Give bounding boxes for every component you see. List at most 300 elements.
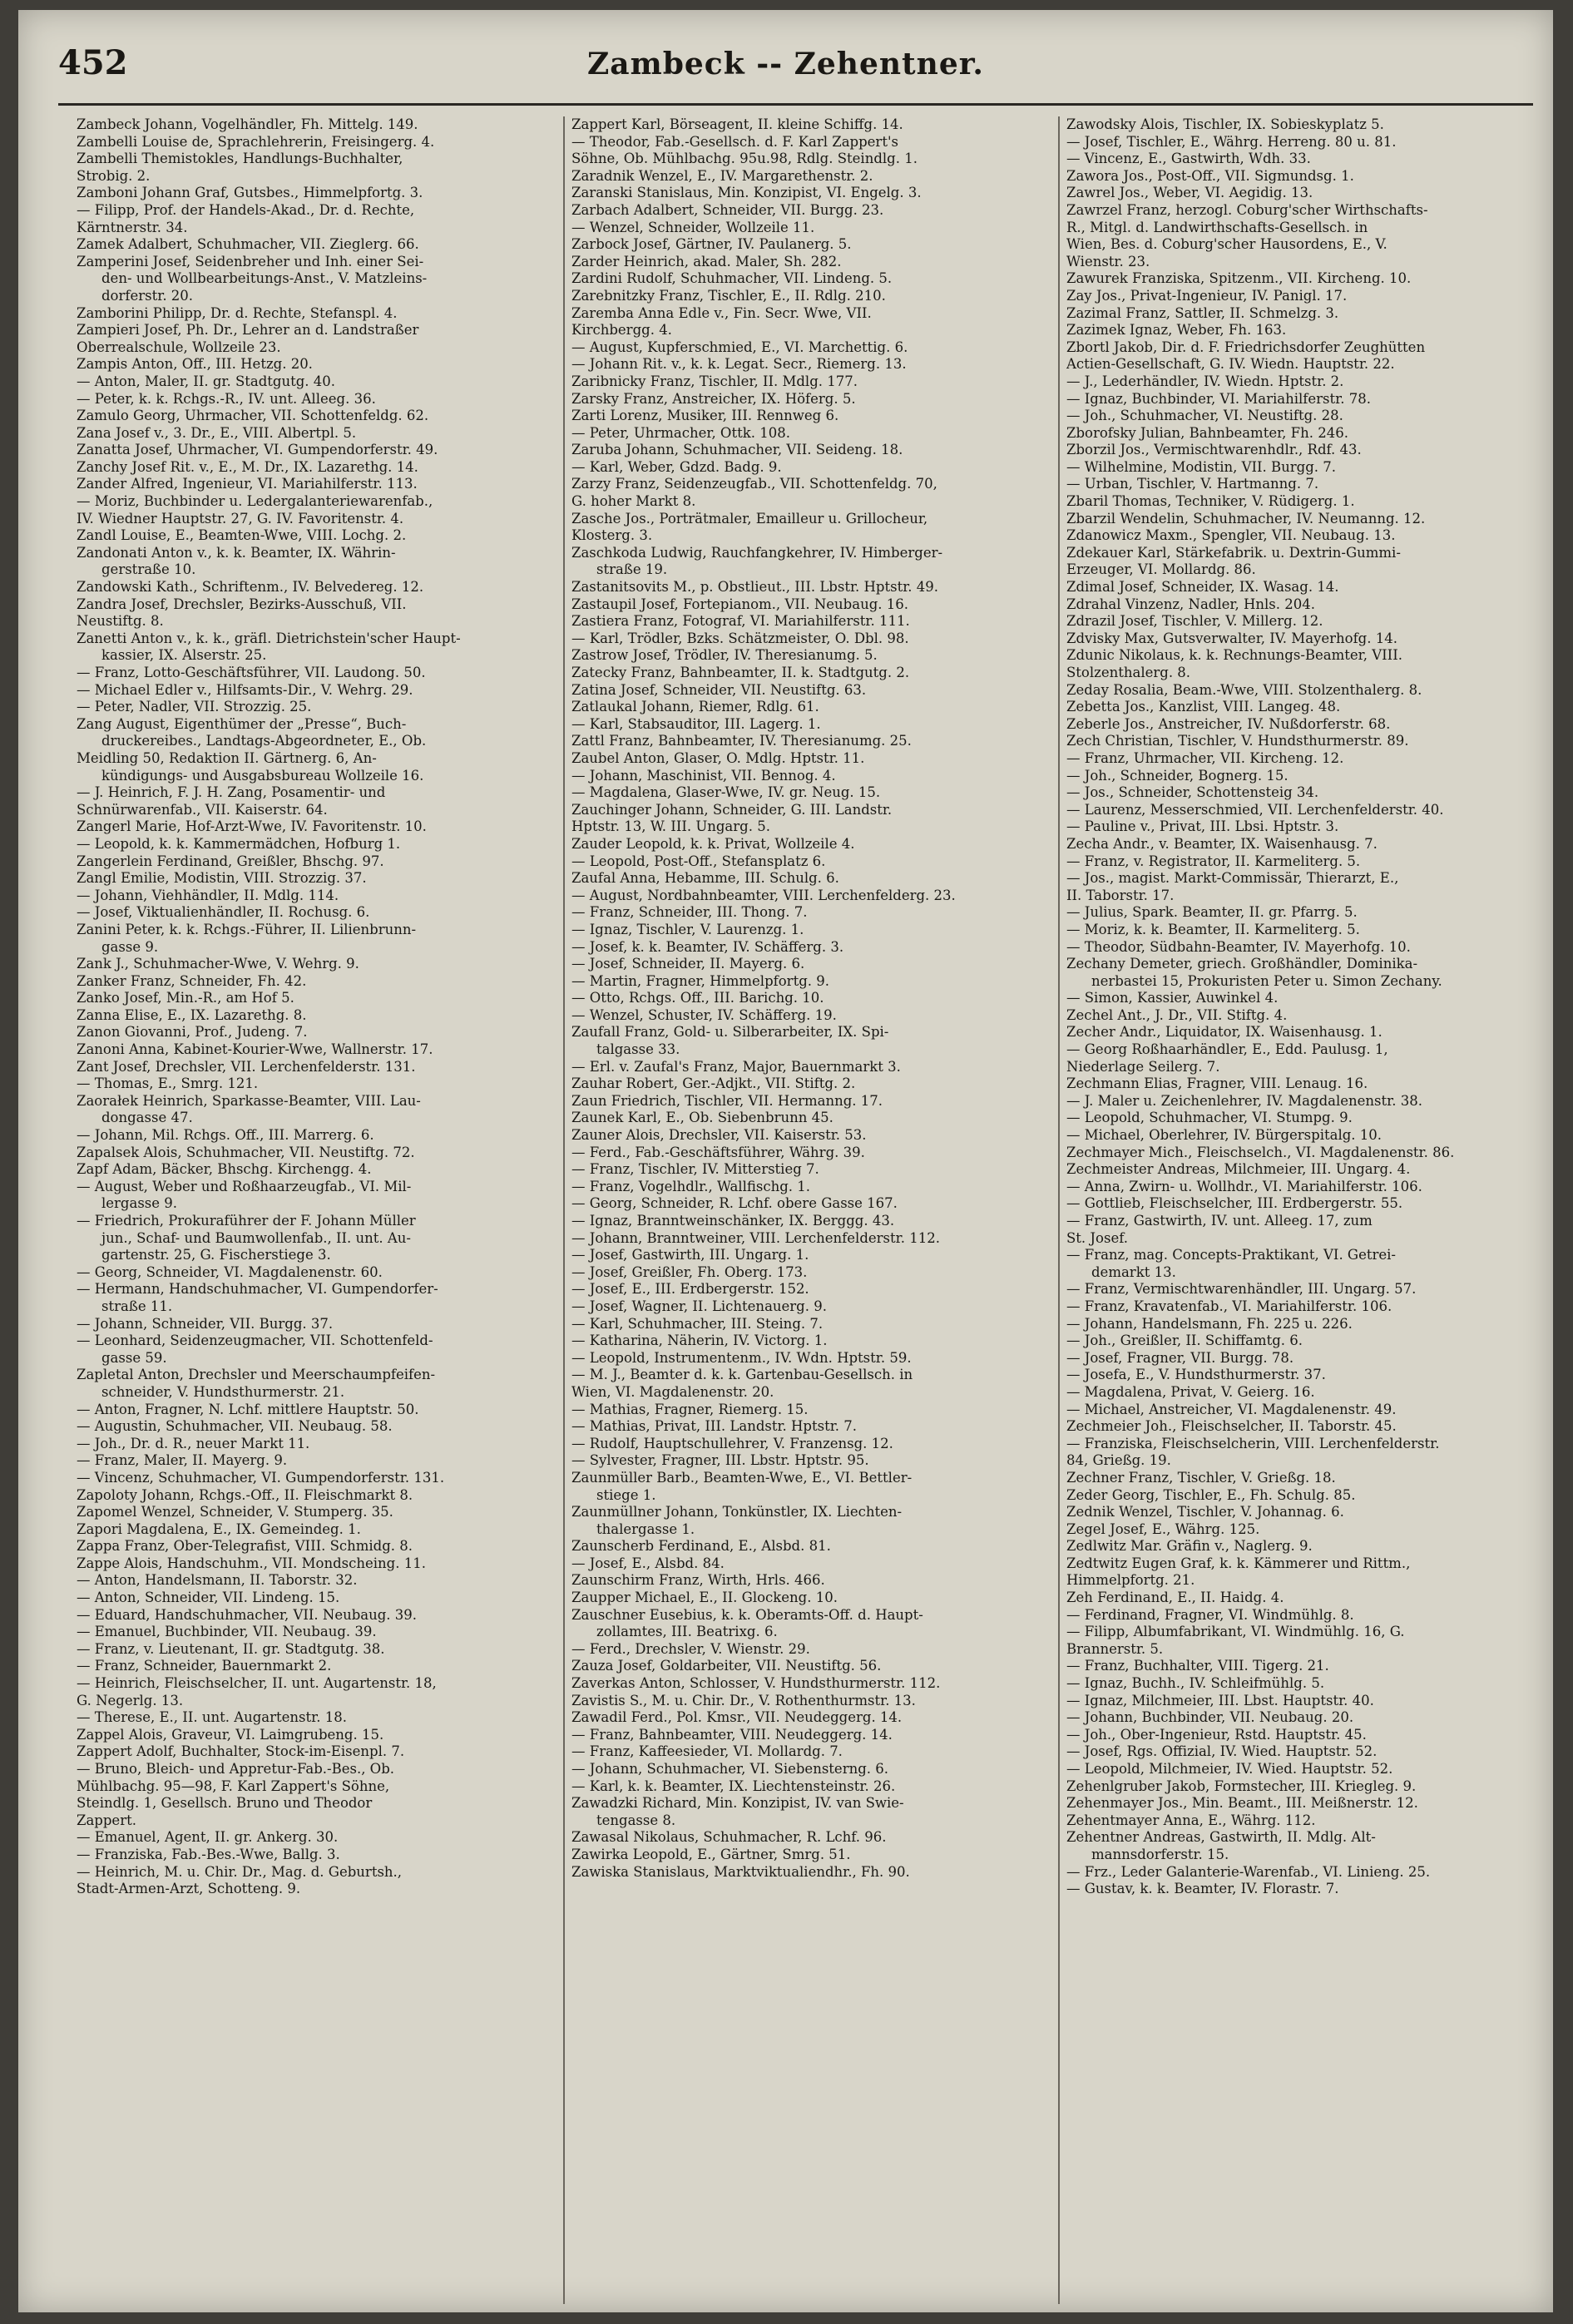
directory-entry: Zauschner Eusebius, k. k. Oberamts-Off. d. Haupt- [571, 1606, 923, 1623]
directory-entry: — Filipp, Albumfabrikant, VI. Windmühlg. 16, G. [1066, 1624, 1405, 1640]
directory-entry: Zaunscherb Ferdinand, E., Alsbd. 81. [571, 1538, 831, 1555]
directory-entry: — Franz, v. Lieutenant, II. gr. Stadtgutg. 38. [77, 1640, 385, 1657]
directory-entry: — Frz., Leder Galanterie-Warenfab., VI. Linieng. 25. [1066, 1863, 1431, 1880]
directory-entry: — Magdalena, Glaser-Wwe, IV. gr. Neug. 15. [571, 784, 881, 801]
directory-entry: Zbaril Thomas, Techniker, V. Rüdigerg. 1. [1066, 493, 1355, 510]
directory-entry: mannsdorferstr. 15. [1091, 1846, 1229, 1862]
directory-entry: — Johann, Handelsmann, Fh. 225 u. 226. [1066, 1315, 1353, 1332]
directory-entry: — Johann Rit. v., k. k. Legat. Secr., Riemerg. 13. [571, 356, 907, 373]
directory-entry: — Leopold, Post-Off., Stefansplatz 6. [571, 853, 826, 869]
directory-entry: Zarebnitzky Franz, Tischler, E., II. Rdlg. 210. [571, 287, 886, 304]
directory-entry: — Ferdinand, Fragner, VI. Windmühlg. 8. [1066, 1606, 1354, 1623]
directory-entry: — Franziska, Fleischselcherin, VIII. Lerchenfelderstr. [1066, 1435, 1440, 1451]
directory-entry: — Josef, k. k. Beamter, IV. Schäfferg. 3. [571, 938, 844, 955]
directory-entry: Zborzil Jos., Vermischtwarenhdlr., Rdf. 43. [1066, 442, 1362, 458]
directory-entry: — Josef, Viktualienhändler, II. Rochusg. 6. [77, 904, 370, 921]
directory-entry: Zander Alfred, Ingenieur, VI. Mariahilferstr. 113. [77, 476, 418, 492]
directory-entry: Zana Josef v., 3. Dr., E., VIII. Albertpl. 5. [77, 424, 357, 441]
directory-entry: Zapoloty Johann, Rchgs.-Off., II. Fleischmarkt 8. [77, 1486, 413, 1503]
directory-entry: Zdimal Josef, Schneider, IX. Wasag. 14. [1066, 579, 1339, 596]
directory-entry: — Moriz, Buchbinder u. Ledergalanteriewarenfab., [77, 493, 433, 510]
directory-entry: Zatecky Franz, Bahnbeamter, II. k. Stadtgutg. 2. [571, 665, 910, 680]
directory-entry: Oberrealschule, Wollzeile 23. [77, 339, 281, 355]
directory-entry: Strobig. 2. [77, 167, 151, 184]
directory-entry: Zednik Wenzel, Tischler, V. Johannag. 6. [1066, 1504, 1344, 1520]
directory-entry: Zarti Lorenz, Musiker, III. Rennweg 6. [571, 408, 839, 424]
directory-entry: kündigungs- und Ausgabsbureau Wollzeile 16. [101, 767, 424, 784]
directory-entry: zollamtes, III. Beatrixg. 6. [596, 1624, 778, 1640]
directory-entry: Mühlbachg. 95—98, F. Karl Zappert's Söhne, [77, 1778, 390, 1794]
directory-entry: — Franziska, Fab.-Bes.-Wwe, Ballg. 3. [77, 1846, 340, 1862]
directory-entry: Zaunek Karl, E., Ob. Siebenbrunn 45. [571, 1110, 833, 1126]
directory-entry: Zbarzil Wendelin, Schuhmacher, IV. Neumanng. 12. [1066, 510, 1426, 527]
directory-entry: Zedtwitz Eugen Graf, k. k. Kämmerer und Rittm., [1066, 1555, 1411, 1571]
directory-entry: Zeberle Jos., Anstreicher, IV. Nußdorferstr. 68. [1066, 715, 1391, 732]
directory-entry: — Ignaz, Buchbinder, VI. Mariahilferstr. 78. [1066, 390, 1371, 407]
directory-entry: Zappert. [77, 1812, 136, 1828]
directory-entry: Zank J., Schuhmacher-Wwe, V. Wehrg. 9. [77, 956, 359, 972]
directory-entry: Zauder Leopold, k. k. Privat, Wollzeile 4. [571, 835, 855, 852]
directory-entry: Zanko Josef, Min.-R., am Hof 5. [77, 990, 294, 1006]
directory-entry: Zatina Josef, Schneider, VII. Neustiftg. 63. [571, 681, 867, 698]
directory-entry: — Jos., magist. Markt-Commissär, Thierarzt, E., [1066, 870, 1399, 887]
directory-entry: Zardini Rudolf, Schuhmacher, VII. Lindeng. 5. [571, 270, 893, 287]
directory-entry: Zaorałek Heinrich, Sparkasse-Beamter, VIII. Lau- [77, 1092, 421, 1109]
directory-entry: Zarbock Josef, Gärtner, IV. Paulanerg. 5. [571, 236, 852, 253]
directory-entry: Zawirka Leopold, E., Gärtner, Smrg. 51. [571, 1846, 851, 1862]
directory-entry: St. Josef. [1066, 1229, 1128, 1246]
directory-entry: Zeh Ferdinand, E., II. Haidg. 4. [1066, 1590, 1284, 1606]
directory-entry: — Simon, Kassier, Auwinkel 4. [1066, 990, 1279, 1006]
directory-entry: — Theodor, Südbahn-Beamter, IV. Mayerhofg. 10. [1066, 938, 1411, 955]
directory-entry: — August, Weber und Roßhaarzeugfab., VI. Mil- [77, 1178, 412, 1194]
directory-entry: Zaruba Johann, Schuhmacher, VII. Seideng. 18. [571, 442, 903, 458]
directory-entry: — Katharina, Näherin, IV. Victorg. 1. [571, 1333, 828, 1349]
directory-entry: — August, Nordbahnbeamter, VIII. Lerchenfelderg. 23. [571, 887, 956, 903]
directory-entry: talgasse 33. [596, 1041, 680, 1058]
directory-entry: Zandonati Anton v., k. k. Beamter, IX. Währin- [77, 544, 396, 561]
directory-entry: — Josef, E., Alsbd. 84. [571, 1555, 725, 1571]
directory-entry: Zehenlgruber Jakob, Formstecher, III. Kriegleg. 9. [1066, 1778, 1417, 1794]
directory-entry: Zawrzel Franz, herzogl. Coburg'scher Wirthschafts- [1066, 201, 1428, 218]
directory-entry: Zaunschirm Franz, Wirth, Hrls. 466. [571, 1572, 825, 1589]
directory-entry: Zeder Georg, Tischler, E., Fh. Schulg. 85. [1066, 1486, 1356, 1503]
directory-entry: gasse 59. [101, 1349, 167, 1366]
directory-entry: — M. J., Beamter d. k. k. Gartenbau-Gesellsch. in [571, 1367, 913, 1383]
directory-entry: — Thomas, E., Smrg. 121. [77, 1075, 259, 1092]
directory-entry: Klosterg. 3. [571, 527, 653, 544]
directory-entry: — Franz, Bahnbeamter, VIII. Neudeggerg. 14. [571, 1726, 893, 1743]
directory-entry: — Anna, Zwirn- u. Wollhdr., VI. Mariahilferstr. 106. [1066, 1178, 1422, 1194]
directory-entry: Wien, Bes. d. Coburg'scher Hausordens, E., V. [1066, 236, 1388, 253]
directory-entry: Neustiftg. 8. [77, 613, 164, 630]
directory-entry: — Ignaz, Branntweinschänker, IX. Berggg. 43. [571, 1213, 895, 1229]
directory-entry: dorferstr. 20. [101, 287, 194, 304]
directory-entry: Zapf Adam, Bäcker, Bhschg. Kirchengg. 4. [77, 1161, 372, 1178]
directory-entry: Zarsky Franz, Anstreicher, IX. Höferg. 5. [571, 390, 856, 407]
directory-entry: Zaunmüllner Johann, Tonkünstler, IX. Liechten- [571, 1504, 903, 1520]
directory-entry: Zastanitsovits M., p. Obstlieut., III. Lbstr. Hptstr. 49. [571, 579, 939, 596]
directory-entry: — Theodor, Fab.-Gesellsch. d. F. Karl Zappert's [571, 133, 898, 150]
directory-entry: — Johann, Branntweiner, VIII. Lerchenfelderstr. 112. [571, 1229, 940, 1246]
directory-entry: — August, Kupferschmied, E., VI. Marchettig. 6. [571, 339, 908, 355]
directory-entry: gartenstr. 25, G. Fischerstiege 3. [101, 1247, 331, 1263]
directory-entry: — Johann, Mil. Rchgs. Off., III. Marrerg. 6. [77, 1127, 374, 1144]
directory-entry: Zastiera Franz, Fotograf, VI. Mariahilferstr. 111. [571, 613, 910, 630]
directory-entry: Schnürwarenfab., VII. Kaiserstr. 64. [77, 801, 328, 818]
directory-entry: — Michael, Oberlehrer, IV. Bürgerspitalg. 10. [1066, 1127, 1383, 1144]
directory-entry: Brannerstr. 5. [1066, 1640, 1164, 1657]
directory-entry: lergasse 9. [101, 1195, 178, 1212]
directory-entry: — Filipp, Prof. der Handels-Akad., Dr. d. Rechte, [77, 201, 415, 218]
directory-entry: Zauner Alois, Drechsler, VII. Kaiserstr. 53. [571, 1127, 867, 1144]
directory-entry: — Jos., Schneider, Schottensteig 34. [1066, 784, 1319, 801]
directory-entry: — Karl, k. k. Beamter, IX. Liechtensteinstr. 26. [571, 1778, 896, 1794]
directory-entry: Zauchinger Johann, Schneider, G. III. Landstr. [571, 801, 893, 818]
directory-entry: — Julius, Spark. Beamter, II. gr. Pfarrg. 5. [1066, 904, 1358, 921]
directory-entry: — Martin, Fragner, Himmelpfortg. 9. [571, 972, 829, 989]
directory-entry: Zangerlein Ferdinand, Greißler, Bhschg. 97. [77, 853, 384, 869]
directory-entry: Zangerl Marie, Hof-Arzt-Wwe, IV. Favoritenstr. 10. [77, 818, 427, 835]
page-header [18, 10, 1553, 101]
directory-entry: Zdrazil Josef, Tischler, V. Millerg. 12. [1066, 613, 1323, 630]
directory-entry: Zawasal Nikolaus, Schuhmacher, R. Lchf. 96. [571, 1829, 887, 1846]
directory-entry: kassier, IX. Alserstr. 25. [101, 647, 267, 664]
directory-entry: Zechmeister Andreas, Milchmeier, III. Ungarg. 4. [1066, 1161, 1411, 1178]
directory-entry: Kirchbergg. 4. [571, 322, 672, 339]
directory-entry: Zehenmayer Jos., Min. Beamt., III. Meißnerstr. 12. [1066, 1795, 1418, 1812]
directory-entry: Zawadzki Richard, Min. Konzipist, IV. van Swie- [571, 1795, 904, 1812]
directory-entry: schneider, V. Hundsthurmerstr. 21. [101, 1383, 345, 1400]
directory-entry: Zechner Franz, Tischler, V. Grießg. 18. [1066, 1469, 1336, 1486]
directory-entry: Zdekauer Karl, Stärkefabrik. u. Dextrin-Gummi- [1066, 544, 1401, 561]
directory-entry: — Johann, Viehhändler, II. Mdlg. 114. [77, 887, 339, 903]
directory-entry: den- und Wollbearbeitungs-Anst., V. Matzleins- [101, 270, 428, 287]
directory-entry: — Ignaz, Milchmeier, III. Lbst. Hauptstr. 40. [1066, 1692, 1374, 1708]
column-divider [563, 116, 565, 2304]
directory-entry: Zambelli Themistokles, Handlungs-Buchhalter, [77, 151, 403, 167]
directory-entry: — Friedrich, Prokuraführer der F. Johann Müller [77, 1213, 416, 1229]
directory-entry: Zaupper Michael, E., II. Glockeng. 10. [571, 1590, 838, 1606]
directory-entry: Zaverkas Anton, Schlosser, V. Hundsthurmerstr. 112. [571, 1675, 941, 1692]
directory-entry: Zecher Andr., Liquidator, IX. Waisenhausg. 1. [1066, 1024, 1383, 1041]
header-rule [58, 103, 1533, 106]
directory-entry: Zebetta Jos., Kanzlist, VIII. Langeg. 48. [1066, 699, 1341, 715]
directory-entry: tengasse 8. [596, 1812, 676, 1828]
column-3 [1066, 116, 1545, 2304]
directory-entry: Zbortl Jakob, Dir. d. F. Friedrichsdorfer Zeughütten [1066, 339, 1426, 355]
column-divider [1058, 116, 1060, 2304]
directory-entry: nerbastei 15, Prokuristen Peter u. Simon Zechany. [1091, 972, 1442, 989]
directory-entry: — Johann, Schneider, VII. Burgg. 37. [77, 1315, 334, 1332]
directory-entry: Zasche Jos., Porträtmaler, Emailleur u. Grillocheur, [571, 510, 928, 527]
directory-entry: druckereibes., Landtags-Abgeordneter, E., Ob. [101, 733, 427, 749]
directory-entry: — Karl, Weber, Gdzd. Badg. 9. [571, 458, 782, 475]
directory-entry: — Hermann, Handschuhmacher, VI. Gumpendorfer- [77, 1281, 438, 1298]
directory-entry: II. Taborstr. 17. [1066, 887, 1175, 903]
directory-entry: Zech Christian, Tischler, V. Hundsthurmerstr. 89. [1066, 733, 1409, 749]
directory-entry: — Leopold, Milchmeier, IV. Wied. Hauptstr. 52. [1066, 1761, 1393, 1777]
directory-entry: — Leopold, Instrumentenm., IV. Wdn. Hptstr. 59. [571, 1349, 912, 1366]
directory-entry: straße 19. [596, 561, 668, 578]
directory-entry: Hptstr. 13, W. III. Ungarg. 5. [571, 818, 770, 835]
directory-entry: — Franz, Kaffeesieder, VI. Mollardg. 7. [571, 1743, 843, 1760]
directory-entry: Zawadil Ferd., Pol. Kmsr., VII. Neudeggerg. 14. [571, 1709, 903, 1726]
directory-entry: — Magdalena, Privat, V. Geierg. 16. [1066, 1383, 1315, 1400]
directory-entry: Zanini Peter, k. k. Rchgs.-Führer, II. Lilienbrunn- [77, 921, 417, 937]
directory-entry: 84, Grießg. 19. [1066, 1452, 1171, 1469]
directory-entry: — Joh., Schuhmacher, VI. Neustiftg. 28. [1066, 408, 1343, 424]
directory-entry: Zatlaukal Johann, Riemer, Rdlg. 61. [571, 699, 819, 715]
directory-entry: — Wilhelmine, Modistin, VII. Burgg. 7. [1066, 458, 1337, 475]
directory-entry: — Franz, v. Registrator, II. Karmeliterg. 5. [1066, 853, 1361, 869]
directory-entry: — Josef, E., III. Erdbergerstr. 152. [571, 1281, 809, 1298]
directory-entry: Zdunic Nikolaus, k. k. Rechnungs-Beamter, VIII. [1066, 647, 1402, 664]
directory-entry: — Emanuel, Agent, II. gr. Ankerg. 30. [77, 1829, 339, 1846]
directory-entry: Zant Josef, Drechsler, VII. Lerchenfelderstr. 131. [77, 1058, 416, 1075]
directory-entry: gerstraße 10. [101, 561, 196, 578]
directory-entry: — Georg Roßhaarhändler, E., Edd. Paulusg. 1, [1066, 1041, 1388, 1058]
directory-entry: thalergasse 1. [596, 1520, 695, 1537]
directory-entry: Zappa Franz, Ober-Telegrafist, VIII. Schmidg. 8. [77, 1538, 413, 1555]
directory-entry: Zamek Adalbert, Schuhmacher, VII. Zieglerg. 66. [77, 236, 419, 253]
directory-entry: Zawodsky Alois, Tischler, IX. Sobieskyplatz 5. [1066, 116, 1384, 132]
directory-entry: Zaunmüller Barb., Beamten-Wwe, E., VI. Bettler- [571, 1469, 913, 1486]
directory-entry: Zanon Giovanni, Prof., Judeng. 7. [77, 1024, 308, 1041]
directory-entry: — Moriz, k. k. Beamter, II. Karmeliterg. 5. [1066, 921, 1360, 937]
directory-entry: Zappe Alois, Handschuhm., VII. Mondscheing. 11. [77, 1555, 426, 1571]
directory-entry: — Karl, Trödler, Bzks. Schätzmeister, O. Dbl. 98. [571, 630, 909, 646]
directory-entry: Zay Jos., Privat-Ingenieur, IV. Panigl. 17. [1066, 287, 1348, 304]
directory-entry: Stadt-Armen-Arzt, Schotteng. 9. [77, 1881, 301, 1897]
directory-entry: Zehentmayer Anna, E., Währg. 112. [1066, 1812, 1316, 1828]
directory-entry: Stolzenthalerg. 8. [1066, 665, 1191, 680]
running-title: Zambeck -- Zehentner. [587, 47, 984, 82]
directory-entry: — Pauline v., Privat, III. Lbsi. Hptstr. 3. [1066, 818, 1339, 835]
directory-entry: — Josef, Gastwirth, III. Ungarg. 1. [571, 1247, 809, 1263]
directory-entry: Zang August, Eigenthümer der „Presse“, Buch- [77, 715, 407, 732]
directory-entry: — Leopold, Schuhmacher, VI. Stumpg. 9. [1066, 1110, 1353, 1126]
directory-entry: Zarzy Franz, Seidenzeugfab., VII. Schottenfeldg. 70, [571, 476, 937, 492]
directory-entry: Zapalsek Alois, Schuhmacher, VII. Neustiftg. 72. [77, 1144, 415, 1160]
directory-entry: Steindlg. 1, Gesellsch. Bruno und Theodor [77, 1795, 373, 1812]
directory-entry: Zawora Jos., Post-Off., VII. Sigmundsg. 1. [1066, 167, 1354, 184]
directory-entry: Zampis Anton, Off., III. Hetzg. 20. [77, 356, 313, 373]
directory-entry: — Laurenz, Messerschmied, VII. Lerchenfelderstr. 40. [1066, 801, 1444, 818]
directory-entry: Zazimal Franz, Sattler, II. Schmelzg. 3. [1066, 304, 1339, 321]
directory-entry: Zandra Josef, Drechsler, Bezirks-Ausschuß, VII. [77, 596, 407, 612]
directory-entry: Zarbach Adalbert, Schneider, VII. Burgg. 23. [571, 201, 884, 218]
directory-entry: — Mathias, Privat, III. Landstr. Hptstr. 7. [571, 1418, 858, 1435]
directory-columns [77, 116, 1545, 2304]
column-2 [571, 116, 1050, 2304]
directory-entry: Zazimek Ignaz, Weber, Fh. 163. [1066, 322, 1287, 339]
directory-entry: — Josef, Rgs. Offizial, IV. Wied. Hauptstr. 52. [1066, 1743, 1378, 1760]
directory-entry: — Ignaz, Buchh., IV. Schleifmühlg. 5. [1066, 1675, 1325, 1692]
directory-entry: Zastrow Josef, Trödler, IV. Theresianumg. 5. [571, 647, 878, 664]
directory-entry: — Sylvester, Fragner, III. Lbstr. Hptstr. 95. [571, 1452, 869, 1469]
directory-entry: — Franz, Schneider, Bauernmarkt 2. [77, 1658, 332, 1674]
directory-entry: G. hoher Markt 8. [571, 493, 696, 510]
directory-entry: Zauza Josef, Goldarbeiter, VII. Neustiftg. 56. [571, 1658, 882, 1674]
directory-entry: Zandl Louise, E., Beamten-Wwe, VIII. Lochg. 2. [77, 527, 407, 544]
directory-entry: — Peter, Nadler, VII. Strozzig. 25. [77, 699, 312, 715]
directory-entry: — Rudolf, Hauptschullehrer, V. Franzensg. 12. [571, 1435, 893, 1451]
directory-entry: Zanker Franz, Schneider, Fh. 42. [77, 972, 307, 989]
directory-entry: Zamborini Philipp, Dr. d. Rechte, Stefanspl. 4. [77, 304, 398, 321]
directory-entry: — Michael, Anstreicher, VI. Magdalenenstr. 49. [1066, 1401, 1397, 1417]
page-number: 452 [58, 43, 128, 82]
directory-entry: — J. Maler u. Zeichenlehrer, IV. Magdalenenstr. 38. [1066, 1092, 1422, 1109]
directory-entry: — Franz, Tischler, IV. Mitterstieg 7. [571, 1161, 819, 1178]
directory-entry: Zattl Franz, Bahnbeamter, IV. Theresianumg. 25. [571, 733, 912, 749]
directory-entry: Zarder Heinrich, akad. Maler, Sh. 282. [571, 253, 842, 269]
directory-entry: Zanchy Josef Rit. v., E., M. Dr., IX. Lazarethg. 14. [77, 458, 418, 475]
directory-entry: — Leopold, k. k. Kammermädchen, Hofburg 1. [77, 835, 401, 852]
directory-entry: — Georg, Schneider, R. Lchf. obere Gasse 167. [571, 1195, 898, 1212]
directory-entry: — Ferd., Drechsler, V. Wienstr. 29. [571, 1640, 810, 1657]
directory-entry: — Gustav, k. k. Beamter, IV. Florastr. 7. [1066, 1881, 1339, 1897]
directory-entry: — Wenzel, Schneider, Wollzeile 11. [571, 219, 815, 235]
directory-entry: Zanatta Josef, Uhrmacher, VI. Gumpendorferstr. 49. [77, 442, 438, 458]
directory-entry: — Johann, Buchbinder, VII. Neubaug. 20. [1066, 1709, 1354, 1726]
directory-entry: Zaradnik Wenzel, E., IV. Margarethenstr. 2. [571, 167, 873, 184]
directory-entry: — Franz, Lotto-Geschäftsführer, VII. Laudong. 50. [77, 665, 426, 680]
directory-entry: Zapori Magdalena, E., IX. Gemeindeg. 1. [77, 1520, 361, 1537]
directory-entry: — Karl, Schuhmacher, III. Steing. 7. [571, 1315, 824, 1332]
directory-entry: — J. Heinrich, F. J. H. Zang, Posamentir- und [77, 784, 386, 801]
directory-entry: Zechmeier Joh., Fleischselcher, II. Taborstr. 45. [1066, 1418, 1397, 1435]
directory-entry: Zapomel Wenzel, Schneider, V. Stumperg. 35. [77, 1504, 393, 1520]
directory-entry: Zecha Andr., v. Beamter, IX. Waisenhausg. 7. [1066, 835, 1378, 852]
directory-entry: Zanetti Anton v., k. k., gräfl. Dietrichstein'scher Haupt- [77, 630, 461, 646]
directory-entry: Zborofsky Julian, Bahnbeamter, Fh. 246. [1066, 424, 1348, 441]
directory-entry: — Franz, Buchhalter, VIII. Tigerg. 21. [1066, 1658, 1329, 1674]
directory-entry: Actien-Gesellschaft, G. IV. Wiedn. Hauptstr. 22. [1066, 356, 1395, 373]
directory-entry: gasse 9. [101, 938, 159, 955]
directory-entry: Zeday Rosalia, Beam.-Wwe, VIII. Stolzenthalerg. 8. [1066, 681, 1422, 698]
directory-entry: — Therese, E., II. unt. Augartenstr. 18. [77, 1709, 347, 1726]
directory-entry: — Gottlieb, Fleischselcher, III. Erdbergerstr. 55. [1066, 1195, 1403, 1212]
directory-entry: — Eduard, Handschuhmacher, VII. Neubaug. 39. [77, 1606, 418, 1623]
directory-entry: — Franz, Kravatenfab., VI. Mariahilferstr. 106. [1066, 1298, 1392, 1314]
directory-entry: Himmelpfortg. 21. [1066, 1572, 1195, 1589]
directory-entry: — Franz, Uhrmacher, VII. Kircheng. 12. [1066, 749, 1344, 766]
directory-entry: Zechmayer Mich., Fleischselch., VI. Magdalenenstr. 86. [1066, 1144, 1455, 1160]
directory-entry: Zechel Ant., J. Dr., VII. Stiftg. 4. [1066, 1006, 1288, 1023]
directory-entry: — Augustin, Schuhmacher, VII. Neubaug. 58. [77, 1418, 393, 1435]
directory-entry: Zappert Adolf, Buchhalter, Stock-im-Eisenpl. 7. [77, 1743, 405, 1760]
directory-entry: — Anton, Fragner, N. Lchf. mittlere Hauptstr. 50. [77, 1401, 419, 1417]
directory-entry: — Georg, Schneider, VI. Magdalenenstr. 60. [77, 1263, 383, 1280]
directory-entry: — Wenzel, Schuster, IV. Schäfferg. 19. [571, 1006, 837, 1023]
directory-entry: Zamperini Josef, Seidenbreher und Inh. einer Sei- [77, 253, 424, 269]
directory-entry: Zampieri Josef, Ph. Dr., Lehrer an d. Landstraßer [77, 322, 419, 339]
directory-entry: — Anton, Schneider, VII. Lindeng. 15. [77, 1590, 340, 1606]
directory-entry: — Franz, Gastwirth, IV. unt. Alleeg. 17, zum [1066, 1213, 1373, 1229]
directory-entry: Zanna Elise, E., IX. Lazarethg. 8. [77, 1006, 307, 1023]
directory-entry: Zehentner Andreas, Gastwirth, II. Mdlg. Alt- [1066, 1829, 1376, 1846]
directory-entry: — Karl, Stabsauditor, III. Lagerg. 1. [571, 715, 821, 732]
directory-entry: — Franz, Schneider, III. Thong. 7. [571, 904, 808, 921]
directory-entry: Zaschkoda Ludwig, Rauchfangkehrer, IV. Himberger- [571, 544, 943, 561]
directory-entry: straße 11. [101, 1298, 173, 1314]
directory-entry: — Josef, Tischler, E., Währg. Herreng. 80 u. 81. [1066, 133, 1397, 150]
directory-entry: — Otto, Rchgs. Off., III. Barichg. 10. [571, 990, 824, 1006]
directory-entry: — Peter, k. k. Rchgs.-R., IV. unt. Alleeg. 36. [77, 390, 376, 407]
directory-entry: — Leonhard, Seidenzeugmacher, VII. Schottenfeld- [77, 1333, 433, 1349]
directory-entry: jun., Schaf- und Baumwollenfab., II. unt. Au- [101, 1229, 412, 1246]
directory-entry: Zechany Demeter, griech. Großhändler, Dominika- [1066, 956, 1418, 972]
directory-entry: — Josef, Schneider, II. Mayerg. 6. [571, 956, 805, 972]
directory-entry: Zdrahal Vinzenz, Nadler, Hnls. 204. [1066, 596, 1315, 612]
directory-entry: Meidling 50, Redaktion II. Gärtnerg. 6, An- [77, 749, 377, 766]
directory-entry: — Franz, Vermischtwarenhändler, III. Ungarg. 57. [1066, 1281, 1417, 1298]
directory-entry: — Anton, Handelsmann, II. Taborstr. 32. [77, 1572, 358, 1589]
directory-entry: Wienstr. 23. [1066, 253, 1150, 269]
directory-entry: Zappert Karl, Börseagent, II. kleine Schiffg. 14. [571, 116, 903, 132]
directory-entry: Zawurek Franziska, Spitzenm., VII. Kircheng. 10. [1066, 270, 1412, 287]
directory-entry: Zegel Josef, E., Währg. 125. [1066, 1520, 1260, 1537]
directory-entry: — J., Lederhändler, IV. Wiedn. Hptstr. 2. [1066, 373, 1344, 389]
directory-entry: IV. Wiedner Hauptstr. 27, G. IV. Favoritenstr. 4. [77, 510, 404, 527]
directory-entry: — Heinrich, M. u. Chir. Dr., Mag. d. Geburtsh., [77, 1863, 403, 1880]
directory-entry: Zechmann Elias, Fragner, VIII. Lenaug. 16. [1066, 1075, 1368, 1092]
directory-entry: Zandowski Kath., Schriftenm., IV. Belvedereg. 12. [77, 579, 424, 596]
directory-entry: Zaribnicky Franz, Tischler, II. Mdlg. 177. [571, 373, 858, 389]
directory-entry: — Joh., Schneider, Bognerg. 15. [1066, 767, 1289, 784]
directory-entry: — Heinrich, Fleischselcher, II. unt. Augartenstr. 18, [77, 1675, 437, 1692]
directory-entry: — Michael Edler v., Hilfsamts-Dir., V. Wehrg. 29. [77, 681, 413, 698]
directory-entry: R., Mitgl. d. Landwirthschafts-Gesellsch. in [1066, 219, 1368, 235]
directory-entry: Zambelli Louise de, Sprachlehrerin, Freisingerg. 4. [77, 133, 435, 150]
directory-entry: Zavistis S., M. u. Chir. Dr., V. Rothenthurmstr. 13. [571, 1692, 916, 1708]
column-1 [77, 116, 555, 2304]
directory-entry: Zapletal Anton, Drechsler und Meerschaumpfeifen- [77, 1367, 436, 1383]
directory-entry: Zaufal Anna, Hebamme, III. Schulg. 6. [571, 870, 839, 887]
directory-entry: — Josef, Wagner, II. Lichtenauerg. 9. [571, 1298, 827, 1314]
directory-entry: Zawiska Stanislaus, Marktviktualiendhr., Fh. 90. [571, 1863, 910, 1880]
directory-entry: Zawrel Jos., Weber, VI. Aegidig. 13. [1066, 185, 1313, 201]
directory-entry: — Mathias, Fragner, Riemerg. 15. [571, 1401, 809, 1417]
directory-entry: — Franz, Vogelhdlr., Wallfischg. 1. [571, 1178, 810, 1194]
directory-entry: — Johann, Schuhmacher, VI. Siebensterng. 6. [571, 1761, 888, 1777]
directory-entry: — Bruno, Bleich- und Appretur-Fab.-Bes., Ob. [77, 1761, 395, 1777]
directory-entry: — Ferd., Fab.-Geschäftsführer, Währg. 39. [571, 1144, 865, 1160]
directory-entry: Niederlage Seilerg. 7. [1066, 1058, 1220, 1075]
directory-entry: Zdanowicz Maxm., Spengler, VII. Neubaug. 13. [1066, 527, 1396, 544]
directory-entry: — Vincenz, Schuhmacher, VI. Gumpendorferstr. 131. [77, 1469, 445, 1486]
directory-entry: Zauhar Robert, Ger.-Adjkt., VII. Stiftg. 2. [571, 1075, 856, 1092]
directory-entry: Zambeck Johann, Vogelhändler, Fh. Mittelg. 149. [77, 116, 418, 132]
directory-entry: Zaun Friedrich, Tischler, VII. Hermanng. 17. [571, 1092, 883, 1109]
directory-entry: — Peter, Uhrmacher, Ottk. 108. [571, 424, 790, 441]
directory-entry: Wien, VI. Magdalenenstr. 20. [571, 1383, 774, 1400]
directory-entry: Zaremba Anna Edle v., Fin. Secr. Wwe, VII. [571, 304, 872, 321]
directory-entry: Kärntnerstr. 34. [77, 219, 188, 235]
directory-entry: Zaranski Stanislaus, Min. Konzipist, VI. Engelg. 3. [571, 185, 922, 201]
directory-entry: Zdvisky Max, Gutsverwalter, IV. Mayerhofg. 14. [1066, 630, 1397, 646]
directory-entry: — Emanuel, Buchbinder, VII. Neubaug. 39. [77, 1624, 377, 1640]
directory-entry: G. Negerlg. 13. [77, 1692, 184, 1708]
directory-entry: — Josef, Fragner, VII. Burgg. 78. [1066, 1349, 1294, 1366]
directory-entry: Zappel Alois, Graveur, VI. Laimgrubeng. 15. [77, 1726, 384, 1743]
directory-entry: dongasse 47. [101, 1110, 193, 1126]
directory-entry: — Joh., Dr. d. R., neuer Markt 11. [77, 1435, 310, 1451]
directory-entry: Erzeuger, VI. Mollardg. 86. [1066, 561, 1256, 578]
directory-entry: — Josefa, E., V. Hundsthurmerstr. 37. [1066, 1367, 1326, 1383]
directory-entry: Söhne, Ob. Mühlbachg. 95u.98, Rdlg. Steindlg. 1. [571, 151, 918, 167]
